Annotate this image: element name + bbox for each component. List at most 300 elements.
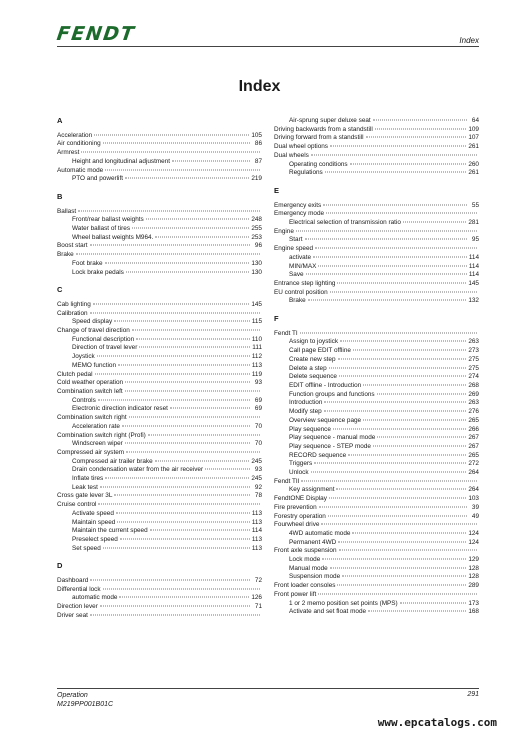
dot-leader [126,451,260,452]
index-column-left [57,117,262,621]
entry-label: Fire prevention [274,503,317,511]
index-subentry [57,336,262,345]
entry-page-number: 281 [468,219,479,227]
entry-page-number: 114 [468,271,479,279]
dot-leader [336,489,466,490]
index-subentry [57,475,262,484]
dot-leader [326,213,477,214]
entry-page-number: 265 [468,451,479,459]
index-letter-heading: E [274,185,280,195]
entry-page-number: 265 [468,416,479,424]
entry-label: Direction of travel lever [72,344,138,352]
dot-leader [155,460,250,461]
dot-leader [350,163,467,164]
entry-label: Cross gate lever 3L [57,492,113,500]
dot-leader [105,262,250,263]
dot-leader [129,417,260,418]
dot-leader [377,437,466,438]
index-entry [274,591,479,600]
entry-page-number: 93 [254,379,262,387]
dot-leader [155,236,249,237]
entry-page-number: 92 [254,483,262,491]
index-subentry [274,219,479,228]
index-entry [274,330,479,339]
entry-page-number: 253 [251,233,262,241]
entry-page-number: 103 [468,495,479,503]
entry-label: Calibration [57,309,88,317]
entry-page-number: 107 [468,134,479,142]
dot-leader [300,332,477,333]
index-subentry [57,397,262,406]
index-entry [57,242,262,251]
dot-leader [330,291,477,292]
index-letter-heading: F [274,314,279,324]
dot-leader [324,411,467,412]
entry-page-number: 268 [468,381,479,389]
index-entry [57,449,262,458]
dot-leader [170,408,250,409]
entry-label: Clutch pedal [57,370,93,378]
index-subentry [57,519,262,528]
dot-leader [122,425,250,426]
footer-section: Operation [57,692,88,699]
index-subentry [57,536,262,545]
index-subentry [274,539,479,548]
entry-page-number: 113 [251,544,262,552]
entry-label: Leak test [72,483,98,491]
dot-leader [315,248,477,249]
entry-label: Fendt TII [274,477,300,485]
index-subentry [274,271,479,280]
entry-page-number: 245 [251,457,262,465]
dot-leader [318,265,466,266]
entry-label: Cold weather operation [57,379,124,387]
entry-page-number: 49 [471,512,479,520]
entry-label: Controls [72,396,96,404]
index-subentry [57,484,262,493]
entry-label: Wheel ballast weights M964. [72,233,154,241]
entry-page-number: 72 [254,577,262,585]
dot-leader [205,469,250,470]
entry-label: Lock brake pedals [72,268,124,276]
index-subentry [274,460,479,469]
dot-leader [90,580,250,581]
index-group [57,193,262,277]
dot-leader [329,367,467,368]
entry-page-number: 263 [468,338,479,346]
page-title: Index [238,78,281,95]
index-group [274,315,479,617]
index-entry [57,167,262,176]
dot-leader [118,364,250,365]
dot-leader [363,419,466,420]
index-subentry [57,318,262,327]
dot-leader [98,504,260,505]
entry-page-number: 93 [254,466,262,474]
dot-leader [90,312,260,313]
entry-page-number: 173 [468,599,479,607]
entry-label: Compressed air trailer brake [72,457,153,465]
dot-leader [301,480,477,481]
entry-page-number: 130 [251,268,262,276]
entry-page-number: 261 [468,143,479,151]
index-entry [274,210,479,219]
entry-label: Windscreen wiper [72,440,123,448]
entry-page-number: 113 [251,509,262,517]
index-entry [274,521,479,530]
entry-label: Engine speed [274,245,314,253]
entry-label: Save [289,271,304,279]
dot-leader [375,128,467,129]
index-subentry [57,216,262,225]
entry-label: Suspension mode [289,573,341,581]
entry-label: Activate and set float mode [289,608,367,616]
index-entry [57,140,262,149]
dot-leader [324,402,466,403]
entry-page-number: 126 [251,594,262,602]
index-subentry [274,399,479,408]
entry-label: Triggers [289,460,313,468]
dot-leader [105,478,249,479]
index-group [57,117,262,184]
index-subentry [57,158,262,167]
index-subentry [274,408,479,417]
dot-leader [116,512,250,513]
dot-leader [311,154,477,155]
footer-divider [57,688,479,689]
index-subentry [274,452,479,461]
index-entry [274,228,479,237]
entry-page-number: 105 [251,131,262,139]
watermark: www.epcatalogs.com [377,716,497,729]
index-subentry [57,405,262,414]
index-entry [274,152,479,161]
dot-leader [114,495,250,496]
entry-label: Overview sequence page [289,416,362,424]
entry-label: Maintain speed [72,518,116,526]
index-subentry [274,347,479,356]
entry-label: Play sequence [289,425,331,433]
entry-page-number: 86 [254,140,262,148]
entry-page-number: 273 [468,347,479,355]
index-subentry [274,117,479,126]
dot-leader [125,382,250,383]
entry-page-number: 130 [251,259,262,267]
index-subentry [57,175,262,184]
entry-label: Function groups and functions [289,390,375,398]
entry-label: Front/rear ballast weights [72,216,144,224]
entry-page-number: 70 [254,422,262,430]
dot-leader [306,274,467,275]
entry-label: PTO and powerlift [72,175,124,183]
index-subentry [274,254,479,263]
dot-leader [377,393,467,394]
entry-label: 1 or 2 memo position set points (MPS) [289,599,398,607]
dot-leader [150,530,250,531]
entry-label: Entrance step lighting [274,279,336,287]
entry-page-number: 113 [251,361,262,369]
dot-leader [132,330,260,331]
entry-page-number: 145 [468,279,479,287]
entry-page-number: 39 [471,503,479,511]
index-subentry [57,344,262,353]
entry-page-number: 261 [468,169,479,177]
dot-leader [321,524,477,525]
dot-leader [103,143,250,144]
index-letter-heading: C [57,285,63,295]
entry-label: Key assignment [289,486,335,494]
index-entry [274,126,479,135]
dot-leader [136,338,250,339]
index-subentry [274,486,479,495]
index-group [274,117,479,178]
index-subentry [57,527,262,536]
index-entry [274,547,479,556]
index-entry [57,577,262,586]
dot-leader [329,498,466,499]
entry-page-number: 168 [468,608,479,616]
index-subentry [274,338,479,347]
entry-page-number: 267 [468,434,479,442]
entry-page-number: 245 [251,475,262,483]
entry-label: Play sequence - STEP mode [289,442,371,450]
index-subentry [274,263,479,272]
dot-leader [323,204,467,205]
index-entry [57,501,262,510]
entry-label: Change of travel direction [57,327,130,335]
entry-label: Driving backwards from a standstill [274,125,373,133]
dot-leader [97,356,250,357]
dot-leader [340,341,466,342]
dot-leader [348,454,466,455]
entry-label: Preselect speed [72,535,118,543]
entry-page-number: 87 [254,157,262,165]
dot-leader [337,585,466,586]
entry-label: Fendt TI [274,329,298,337]
dot-leader [352,532,466,533]
entry-label: Permanent 4WD [289,538,337,546]
index-entry [274,582,479,591]
entry-label: Set speed [72,544,101,552]
dot-leader [95,373,250,374]
entry-label: Front loader consoles [274,582,336,590]
entry-page-number: 69 [254,405,262,413]
entry-label: Direction lever [57,603,98,611]
dot-leader [114,321,250,322]
index-column-right [274,117,479,617]
dot-leader [76,254,260,255]
footer-code: M219PP001B01C [57,701,114,708]
dot-leader [305,239,468,240]
entry-label: Emergency exits [274,201,322,209]
entry-label: 4WD automatic mode [289,529,351,537]
entry-page-number: 128 [468,573,479,581]
index-subentry [57,225,262,234]
entry-label: Lock mode [289,556,321,564]
dot-leader [400,602,467,603]
index-entry [274,513,479,522]
entry-label: Drain condensation water from the air receiver [72,466,204,474]
dot-leader [139,347,250,348]
entry-label: Unlock [289,469,309,477]
entry-label: Dual wheel options [274,143,328,151]
entry-page-number: 114 [468,262,479,270]
entry-label: Combination switch right [57,414,127,422]
entry-label: MIN/MAX [289,262,317,270]
entry-label: Delete a step [289,364,327,372]
entry-page-number: 275 [468,364,479,372]
index-entry [57,251,262,260]
index-subentry [274,434,479,443]
index-entry [274,478,479,487]
entry-page-number: 110 [251,335,262,343]
entry-label: Driving forward from a standstill [274,134,364,142]
entry-label: Front power lift [274,590,317,598]
entry-label: Delete sequence [289,373,337,381]
dot-leader [103,547,250,548]
entry-label: MEMO function [72,361,117,369]
dot-leader [172,160,250,161]
dot-leader [103,588,260,589]
entry-label: Play sequence - manual mode [289,434,376,442]
index-entry [57,371,262,380]
dot-leader [313,256,467,257]
page-number: 291 [467,691,479,698]
entry-label: Assign to joystick [289,338,339,346]
dot-leader [105,169,260,170]
entry-page-number: 71 [254,603,262,611]
entry-label: Front axle suspension [274,547,337,555]
index-subentry [274,169,479,178]
entry-page-number: 96 [254,242,262,250]
entry-label: Acceleration rate [72,422,120,430]
entry-page-number: 132 [468,297,479,305]
entry-page-number: 95 [471,236,479,244]
entry-page-number: 114 [468,253,479,261]
entry-label: Emergency mode [274,210,325,218]
entry-label: Fourwheel drive [274,521,320,529]
index-subentry [274,443,479,452]
entry-label: Electronic direction indicator reset [72,405,168,413]
dot-leader [318,593,477,594]
entry-label: Operating conditions [289,160,348,168]
entry-label: Air-sprung super deluxe seat [289,117,371,124]
index-entry [274,280,479,289]
dot-leader [120,538,250,539]
dot-leader [366,137,467,138]
entry-label: Electrical selection of transmission ratio [289,219,401,227]
dot-leader [338,358,467,359]
entry-label: Brake [289,297,306,305]
dot-leader [314,463,466,464]
dot-leader [148,434,260,435]
footer-info [57,691,113,709]
index-subentry [274,356,479,365]
index-entry [57,388,262,397]
dot-leader [78,210,260,211]
entry-page-number: 124 [468,529,479,537]
entry-page-number: 124 [468,538,479,546]
index-entry [57,208,262,217]
entry-label: Height and longitudinal adjustment [72,157,171,165]
entry-label: EU control position [274,288,328,296]
entry-label: Air conditioning [57,140,101,148]
index-entry [57,586,262,595]
entry-label: Armrest [57,149,80,157]
dot-leader [403,222,466,223]
index-subentry [274,608,479,617]
index-subentry [57,510,262,519]
dot-leader [81,152,260,153]
dot-leader [90,614,260,615]
index-subentry [57,594,262,603]
entry-page-number: 275 [468,355,479,363]
entry-label: Cab lighting [57,300,91,308]
entry-page-number: 69 [254,396,262,404]
index-letter-heading: A [57,116,63,125]
index-subentry [274,556,479,565]
index-entry [57,301,262,310]
index-entry [57,612,262,621]
index-entry [57,379,262,388]
dot-leader [333,428,466,429]
entry-label: Dashboard [57,577,89,585]
dot-leader [100,606,250,607]
entry-label: automatic mode [72,594,118,602]
entry-label: Acceleration [57,131,93,139]
dot-leader [328,515,467,516]
entry-page-number: 289 [468,582,479,590]
dot-leader [146,219,250,220]
index-subentry [57,362,262,371]
index-subentry [57,466,262,475]
entry-label: Manual mode [289,564,328,572]
entry-label: Differential lock [57,585,101,593]
entry-label: Brake [57,251,74,259]
entry-page-number: 255 [251,225,262,233]
index-subentry [57,260,262,269]
dot-leader [93,303,250,304]
index-subentry [274,530,479,539]
dot-leader [311,472,467,473]
dot-leader [100,486,250,487]
dot-leader [132,228,249,229]
entry-label: Call page EDIT offline [289,347,351,355]
entry-label: Compressed air system [57,448,125,456]
index-entry [274,289,479,298]
entry-label: Functional description [72,335,135,343]
entry-page-number: 276 [468,408,479,416]
entry-label: Activate speed [72,509,114,517]
entry-page-number: 145 [251,300,262,308]
index-subentry [57,353,262,362]
dot-leader [330,567,467,568]
entry-label: activate [289,253,312,261]
dot-leader [94,134,249,135]
dot-leader [339,550,477,551]
dot-leader [353,350,466,351]
entry-label: Water ballast of tires [72,225,131,233]
dot-leader [319,506,467,507]
entry-page-number: 248 [251,216,262,224]
index-group [57,286,262,553]
entry-label: Modify step [289,408,322,416]
entry-page-number: 119 [251,370,262,378]
index-entry [274,504,479,513]
index-subentry [274,161,479,170]
index-entry [57,603,262,612]
index-subentry [274,600,479,609]
